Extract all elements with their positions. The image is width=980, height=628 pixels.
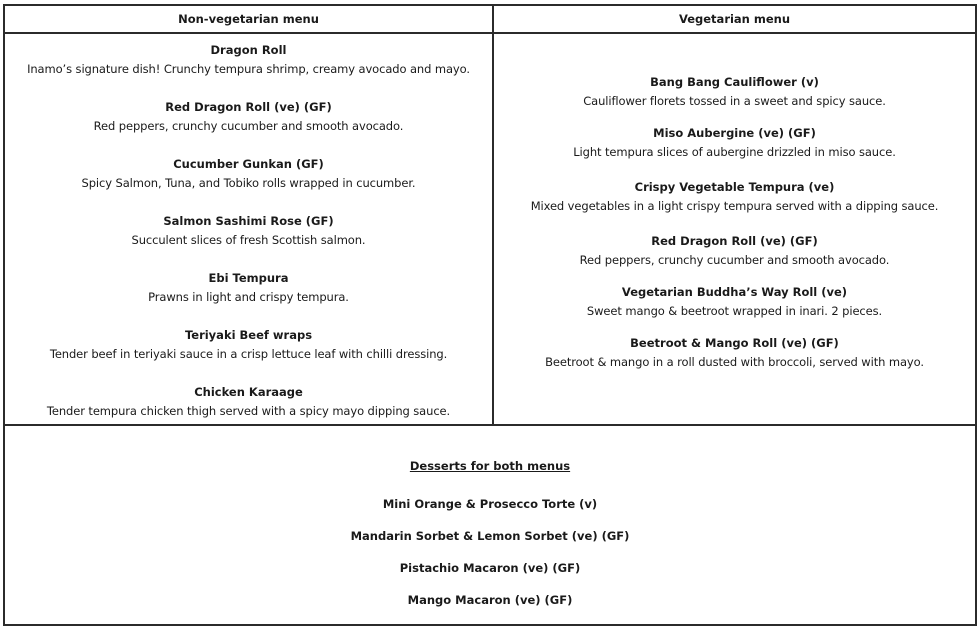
dish-name: Bang Bang Cauliflower (v) xyxy=(650,75,819,89)
non-veg-header: Non-vegetarian menu xyxy=(178,12,319,26)
veg-header: Vegetarian menu xyxy=(678,12,791,26)
dish-name: Teriyaki Beef wraps xyxy=(184,328,313,342)
dish-description: Beetroot & mango in a roll dusted with broccoli, served with mayo. xyxy=(545,355,924,369)
dish-description: Cauliflower florets tossed in a sweet and spicy sauce. xyxy=(583,94,886,108)
dish-description: Prawns in light and crispy tempura. xyxy=(148,290,349,304)
veg-menu xyxy=(494,75,975,390)
menu-item xyxy=(494,126,975,160)
menu-item xyxy=(5,214,492,248)
dish-name: Vegetarian Buddha’s Way Roll (ve) xyxy=(621,285,848,299)
dish-description: Tender beef in teriyaki sauce in a crisp lettuce leaf with chilli dressing. xyxy=(49,347,448,361)
dish-description: Inamo’s signature dish! Crunchy tempura shrimp, creamy avocado and mayo. xyxy=(27,62,470,76)
dish-description: Tender tempura chicken thigh served with a spicy mayo dipping sauce. xyxy=(46,404,451,418)
dish-description: Red peppers, crunchy cucumber and smooth avocado. xyxy=(93,119,404,133)
dish-name: Chicken Karaage xyxy=(194,385,303,399)
dish-name: Dragon Roll xyxy=(210,43,287,57)
menu-item xyxy=(5,271,492,305)
dish-name: Crispy Vegetable Tempura (ve) xyxy=(634,180,835,194)
desserts-section xyxy=(5,426,975,624)
header-row xyxy=(5,6,975,34)
menu-item xyxy=(494,285,975,319)
dish-name: Miso Aubergine (ve) (GF) xyxy=(653,126,816,140)
menu-item xyxy=(5,43,492,77)
dish-description: Spicy Salmon, Tuna, and Tobiko rolls wrapped in cucumber. xyxy=(81,176,416,190)
dish-name: Red Dragon Roll (ve) (GF) xyxy=(165,100,332,114)
menu-item xyxy=(5,100,492,134)
dish-name: Cucumber Gunkan (GF) xyxy=(173,157,324,171)
desserts-title: Desserts for both menus xyxy=(409,459,571,473)
dessert-item: Pistachio Macaron (ve) (GF) xyxy=(399,561,581,575)
dish-description: Light tempura slices of aubergine drizzled in miso sauce. xyxy=(573,145,896,159)
menu-item xyxy=(5,385,492,419)
dish-name: Salmon Sashimi Rose (GF) xyxy=(163,214,334,228)
dessert-item: Mandarin Sorbet & Lemon Sorbet (ve) (GF) xyxy=(350,529,630,543)
dish-description: Mixed vegetables in a light crispy tempura served with a dipping sauce. xyxy=(530,199,939,213)
dish-name: Red Dragon Roll (ve) (GF) xyxy=(651,234,818,248)
dish-name: Beetroot & Mango Roll (ve) (GF) xyxy=(630,336,839,350)
dish-description: Sweet mango & beetroot wrapped in inari. 2 pieces. xyxy=(586,304,883,318)
dish-name: Ebi Tempura xyxy=(208,271,289,285)
dish-description: Succulent slices of fresh Scottish salmon. xyxy=(131,233,366,247)
menu-item xyxy=(494,75,975,109)
non-veg-menu xyxy=(5,43,492,442)
dessert-item: Mini Orange & Prosecco Torte (v) xyxy=(382,497,598,511)
menu-item xyxy=(5,328,492,362)
menu-table xyxy=(3,4,977,626)
menu-item xyxy=(494,180,975,214)
dessert-item: Mango Macaron (ve) (GF) xyxy=(407,593,573,607)
dish-description: Red peppers, crunchy cucumber and smooth avocado. xyxy=(579,253,890,267)
menu-item xyxy=(5,157,492,191)
menu-item xyxy=(494,234,975,268)
menu-item xyxy=(494,336,975,370)
